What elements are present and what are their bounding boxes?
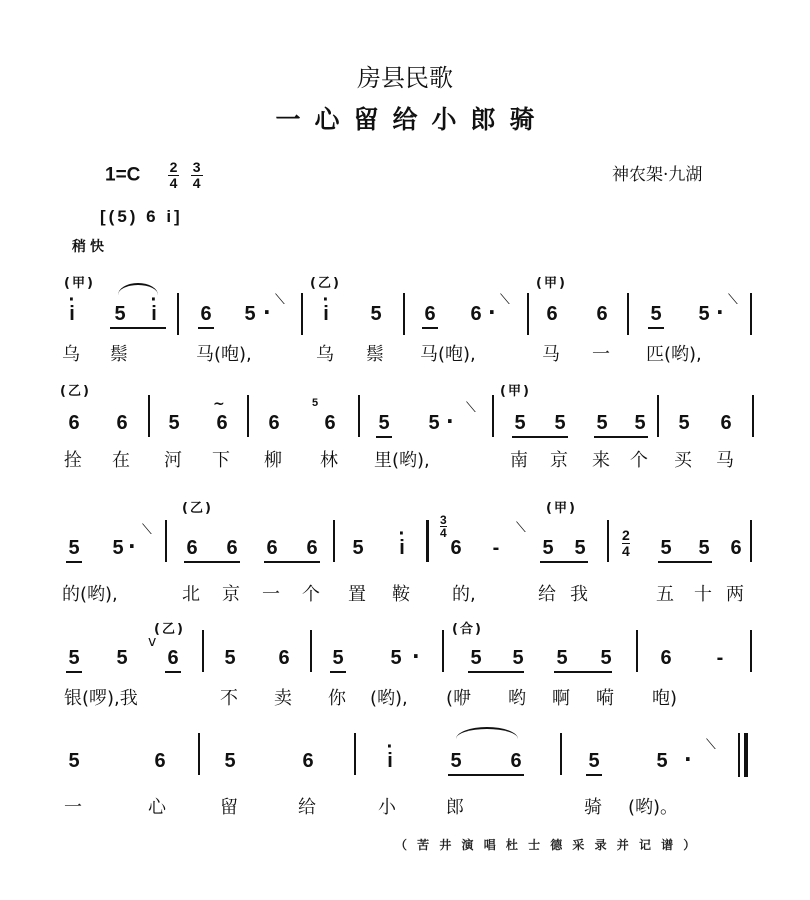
note: 5: [378, 412, 390, 434]
lyric: 拴: [64, 450, 82, 471]
lyric: 你: [328, 688, 346, 709]
note: 5: [68, 647, 80, 669]
lyric: 里(哟),: [374, 450, 430, 471]
underline: [66, 671, 82, 673]
note: 6: [660, 647, 672, 669]
barline: [301, 293, 303, 335]
lyric: 马(咆),: [420, 344, 476, 365]
barline: [750, 630, 752, 672]
note: 5: [370, 303, 382, 325]
underline: [540, 561, 588, 563]
lyric: 来: [592, 450, 610, 471]
glide-icon: ⟍: [275, 292, 285, 308]
note: 5: [352, 537, 364, 559]
lyric: (哟),: [370, 688, 408, 709]
note: · i: [144, 303, 164, 325]
underline: [554, 671, 612, 673]
note: 6: [324, 412, 336, 434]
underline: [330, 671, 346, 673]
barline: [627, 293, 629, 335]
note: 6: [167, 647, 179, 669]
barline: [333, 520, 335, 562]
note: 6: [546, 303, 558, 325]
time-signature-3-4: $\frac{3}{4}$: [192, 159, 201, 191]
barline: [752, 395, 754, 437]
slur-icon: [456, 727, 518, 739]
lyric: 林: [320, 450, 338, 471]
dot: ·: [488, 300, 496, 324]
dot: ·: [446, 409, 454, 433]
lyric: (哟)。: [628, 797, 679, 818]
role-yi: (乙): [182, 501, 213, 516]
note: 5: [224, 647, 236, 669]
underline: [66, 561, 82, 563]
final-barline-thin: [738, 733, 740, 777]
lyric: 南: [510, 450, 528, 471]
dot: ·: [263, 300, 271, 324]
lyric: 马: [542, 344, 560, 365]
glide-icon: ⟍: [500, 292, 510, 308]
glide-icon: ⟍: [142, 522, 152, 538]
note: 5: [660, 537, 672, 559]
note: 6: [470, 303, 482, 325]
note: 6: [450, 537, 462, 559]
barline: [750, 520, 752, 562]
barline: [198, 733, 200, 775]
glide-icon: ⟍: [516, 520, 526, 536]
note: · i: [380, 750, 400, 772]
lyric: 匹(哟),: [646, 344, 702, 365]
lyric: 咆): [652, 688, 678, 709]
lyric: 下: [212, 450, 230, 471]
note: 5: [698, 303, 710, 325]
note: -: [492, 537, 500, 559]
dot: ·: [684, 747, 692, 771]
lyric: 嗬: [596, 688, 614, 709]
lyric: 乌: [316, 344, 334, 365]
note: 5: [450, 750, 462, 772]
grace-note: 5: [312, 397, 319, 409]
lyric: 北: [182, 584, 200, 605]
note: 5: [574, 537, 586, 559]
note: 6: [216, 412, 228, 434]
dot: ·: [716, 300, 724, 324]
note: 5: [332, 647, 344, 669]
note: 5: [554, 412, 566, 434]
underline: [586, 774, 602, 776]
lyric: 两: [726, 584, 744, 605]
lyric: 小: [378, 797, 396, 818]
lyric: 哟: [508, 688, 526, 709]
time-signature-2-4: 2 4: [622, 527, 630, 559]
role-yi: (乙): [60, 384, 91, 399]
intro-notes: [(5) 6 i]: [100, 207, 183, 226]
underline: [648, 327, 664, 329]
underline: [264, 561, 320, 563]
note: 5: [634, 412, 646, 434]
role-yi: (乙): [310, 276, 341, 291]
glide-icon: ⟍: [706, 737, 716, 753]
barline: [492, 395, 494, 437]
lyric: 一: [262, 584, 280, 605]
lyric: 不: [220, 688, 238, 709]
lyric: 啊: [552, 688, 570, 709]
note: 5: [678, 412, 690, 434]
lyric: 一: [64, 797, 82, 818]
lyric: 鬃: [110, 344, 128, 365]
key-label: 1=C: [105, 164, 141, 186]
note: 6: [116, 412, 128, 434]
note: 5: [698, 537, 710, 559]
role-jia: (甲): [64, 276, 95, 291]
note: -: [716, 647, 724, 669]
barline: [165, 520, 167, 562]
note: 6: [278, 647, 290, 669]
barline: [527, 293, 529, 335]
note: 6: [596, 303, 608, 325]
barline: [636, 630, 638, 672]
lyric: 十: [694, 584, 712, 605]
time-signature-3-4: 3 4: [440, 513, 447, 540]
lyric: 我: [570, 584, 588, 605]
note: 5: [470, 647, 482, 669]
song-title: 一心留给小郎骑: [275, 105, 549, 134]
note: 5: [596, 412, 608, 434]
underline: [422, 327, 438, 329]
note: · i: [392, 537, 412, 559]
lyric: 柳: [264, 450, 282, 471]
underline: [110, 327, 166, 329]
note: · i: [316, 303, 336, 325]
dot: ·: [412, 644, 420, 668]
barline: [177, 293, 179, 335]
underline: [448, 774, 524, 776]
lyric: 鞍: [392, 584, 410, 605]
note: 6: [730, 537, 742, 559]
note: 6: [306, 537, 318, 559]
lyric: 给: [298, 797, 316, 818]
final-barline-thick: [744, 733, 748, 777]
barline: [750, 293, 752, 335]
note: 5: [428, 412, 440, 434]
note: 5: [588, 750, 600, 772]
barline: [560, 733, 562, 775]
lyric: 马: [716, 450, 734, 471]
glide-icon: ⟍: [466, 400, 476, 416]
barline: [202, 630, 204, 672]
lyric: 留: [220, 797, 238, 818]
underline: [184, 561, 240, 563]
tempo-marking: 稍快: [72, 239, 108, 255]
lyric: 乌: [62, 344, 80, 365]
barline: [310, 630, 312, 672]
trill-icon: ~: [213, 396, 225, 412]
barline: [148, 395, 150, 437]
note: 5: [244, 303, 256, 325]
lyric: 京: [550, 450, 568, 471]
lyric: 骑: [584, 797, 602, 818]
note: 5: [512, 647, 524, 669]
note: 5: [168, 412, 180, 434]
barline: [247, 395, 249, 437]
role-he: (合): [452, 622, 483, 637]
song-origin: 神农架·九湖: [612, 165, 703, 185]
note: 5: [390, 647, 402, 669]
lyric: 银(啰),我: [64, 688, 138, 709]
note: 6: [268, 412, 280, 434]
lyric: 的(哟),: [62, 584, 118, 605]
dot: ·: [128, 534, 136, 558]
lyric: 鬃: [366, 344, 384, 365]
credit-footer: （ 苦 井 演 唱 杜 士 德 采 录 并 记 谱 ）: [395, 838, 699, 852]
barline: [426, 520, 429, 562]
time-signature-2-4: $\frac{2}{4}$: [169, 159, 178, 191]
note: 5: [224, 750, 236, 772]
lyric: 买: [674, 450, 692, 471]
note: 6: [68, 412, 80, 434]
underline: [658, 561, 712, 563]
barline: [354, 733, 356, 775]
note: 6: [266, 537, 278, 559]
note: 6: [302, 750, 314, 772]
role-jia: (甲): [500, 384, 531, 399]
note: 5: [112, 537, 124, 559]
role-jia: (甲): [536, 276, 567, 291]
note: 5: [650, 303, 662, 325]
lyric: 京: [222, 584, 240, 605]
lyric: 个: [302, 584, 320, 605]
note: 6: [200, 303, 212, 325]
note: 6: [154, 750, 166, 772]
lyric: 个: [630, 450, 648, 471]
lyric: (咿: [446, 688, 472, 709]
lyric: 在: [112, 450, 130, 471]
role-jia: (甲): [546, 501, 577, 516]
note: 5: [556, 647, 568, 669]
lyric: 置: [348, 584, 366, 605]
note: 5: [656, 750, 668, 772]
note: 5: [68, 537, 80, 559]
lyric: 河: [164, 450, 182, 471]
key-signature: [105, 160, 203, 191]
underline: [198, 327, 214, 329]
barline: [657, 395, 659, 437]
barline: [607, 520, 609, 562]
barline: [403, 293, 405, 335]
note: 5: [68, 750, 80, 772]
lyric: 马(咆),: [196, 344, 252, 365]
lyric: 郎: [446, 797, 464, 818]
glide-icon: ⟍: [728, 292, 738, 308]
lyric: 卖: [274, 688, 292, 709]
barline: [442, 630, 444, 672]
underline: [594, 436, 648, 438]
note: 5: [514, 412, 526, 434]
lyric: 五: [656, 584, 674, 605]
barline: [358, 395, 360, 437]
lyric: 心: [148, 797, 166, 818]
underline: [512, 436, 568, 438]
lyric: 的,: [452, 584, 476, 605]
note: 6: [720, 412, 732, 434]
lyric: 一: [592, 344, 610, 365]
note: 5: [114, 303, 126, 325]
note: 6: [424, 303, 436, 325]
underline: [376, 436, 392, 438]
breath-mark-icon: v: [148, 634, 157, 650]
note: 5: [600, 647, 612, 669]
note: · i: [62, 303, 82, 325]
note: 6: [510, 750, 522, 772]
underline: [165, 671, 181, 673]
lyric: 给: [538, 584, 556, 605]
note: 6: [226, 537, 238, 559]
note: 5: [116, 647, 128, 669]
underline: [468, 671, 524, 673]
song-subtitle: 房县民歌: [357, 64, 453, 92]
note: 5: [542, 537, 554, 559]
role-yi: (乙): [154, 622, 185, 637]
note: 6: [186, 537, 198, 559]
